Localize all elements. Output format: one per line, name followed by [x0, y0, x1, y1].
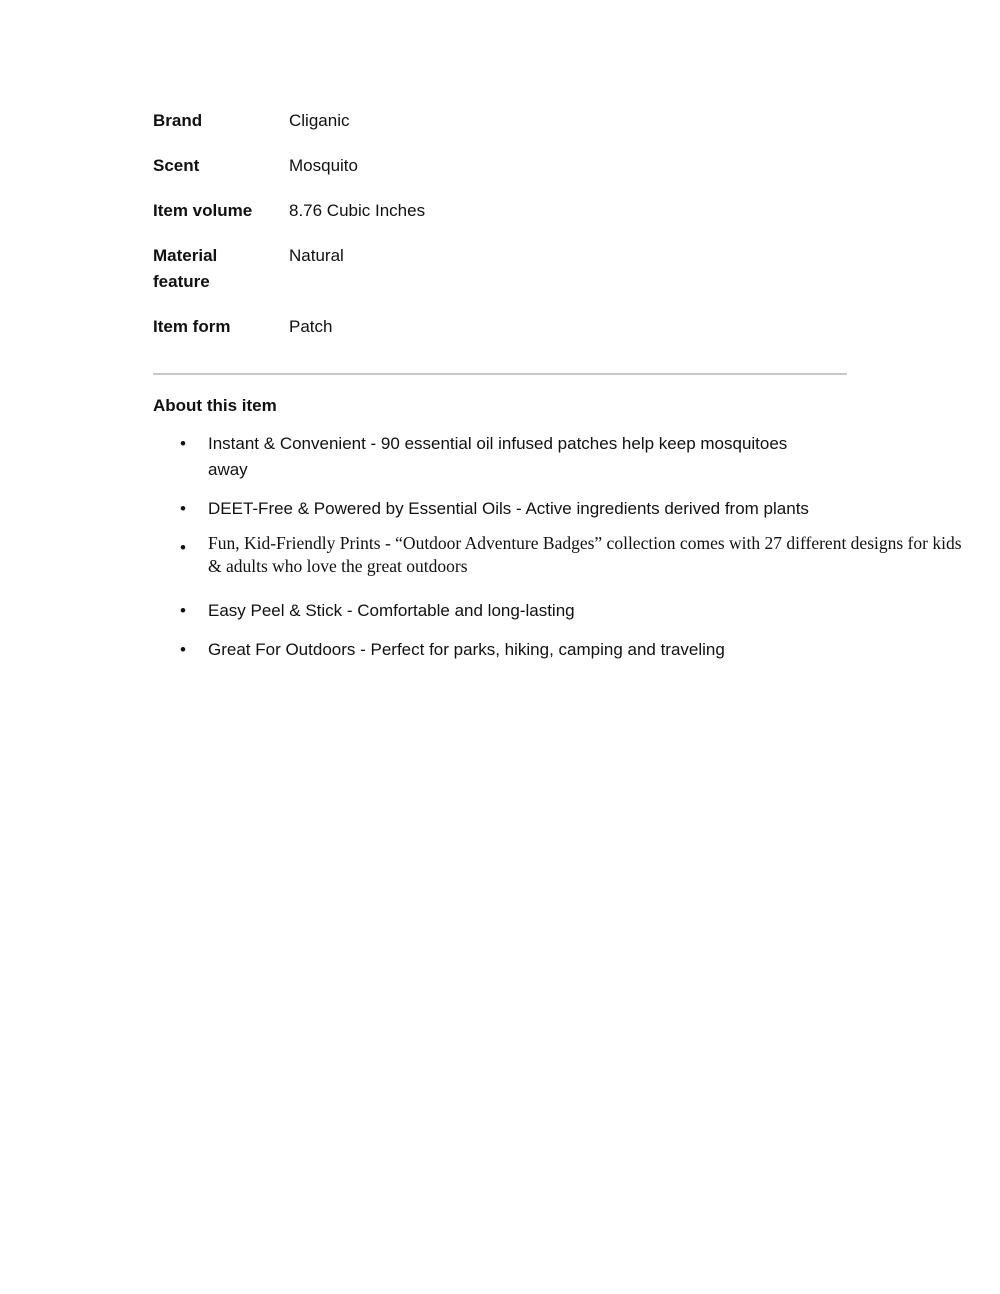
spec-value: Cliganic	[289, 111, 350, 130]
spec-row-brand	[153, 108, 853, 134]
product-spec-table	[153, 108, 853, 359]
bullet-icon: •	[180, 640, 186, 659]
list-item	[153, 637, 973, 663]
bullet-icon: •	[180, 601, 186, 620]
bullet-text: Easy Peel & Stick - Comfortable and long-lasting	[208, 601, 575, 620]
spec-value: Natural	[289, 246, 344, 265]
spec-row-item-form	[153, 314, 853, 340]
spec-label: Item form	[153, 317, 231, 336]
list-item	[153, 431, 828, 483]
bullet-text: Instant & Convenient - 90 essential oil infused patches help keep mosquitoes away	[208, 434, 788, 479]
spec-row-material-feature	[153, 243, 853, 295]
spec-label: Item volume	[153, 201, 253, 220]
bullet-icon: •	[180, 434, 186, 453]
list-item	[153, 530, 973, 578]
list-item	[153, 598, 973, 624]
spec-value: Mosquito	[289, 156, 358, 175]
spec-label: Brand	[153, 111, 203, 130]
about-heading: About this item	[153, 396, 277, 415]
spec-label: Scent	[153, 156, 200, 175]
list-item	[153, 496, 973, 522]
bullet-icon: •	[180, 538, 186, 557]
section-divider	[153, 373, 847, 375]
spec-row-item-volume	[153, 198, 853, 224]
spec-value: Patch	[289, 317, 333, 336]
bullet-text: Fun, Kid-Friendly Prints - “Outdoor Adventure Badges” collection comes with 27 different designs for kids & adults who love the great outdoors	[208, 533, 962, 576]
spec-value: 8.76 Cubic Inches	[289, 201, 426, 220]
spec-row-scent	[153, 153, 853, 179]
bullet-text: Great For Outdoors - Perfect for parks, hiking, camping and traveling	[208, 640, 725, 659]
bullet-text: DEET-Free & Powered by Essential Oils - Active ingredients derived from plants	[208, 499, 809, 518]
about-bullet-list	[153, 431, 973, 663]
spec-label: Material feature	[153, 246, 218, 291]
bullet-icon: •	[180, 499, 186, 518]
